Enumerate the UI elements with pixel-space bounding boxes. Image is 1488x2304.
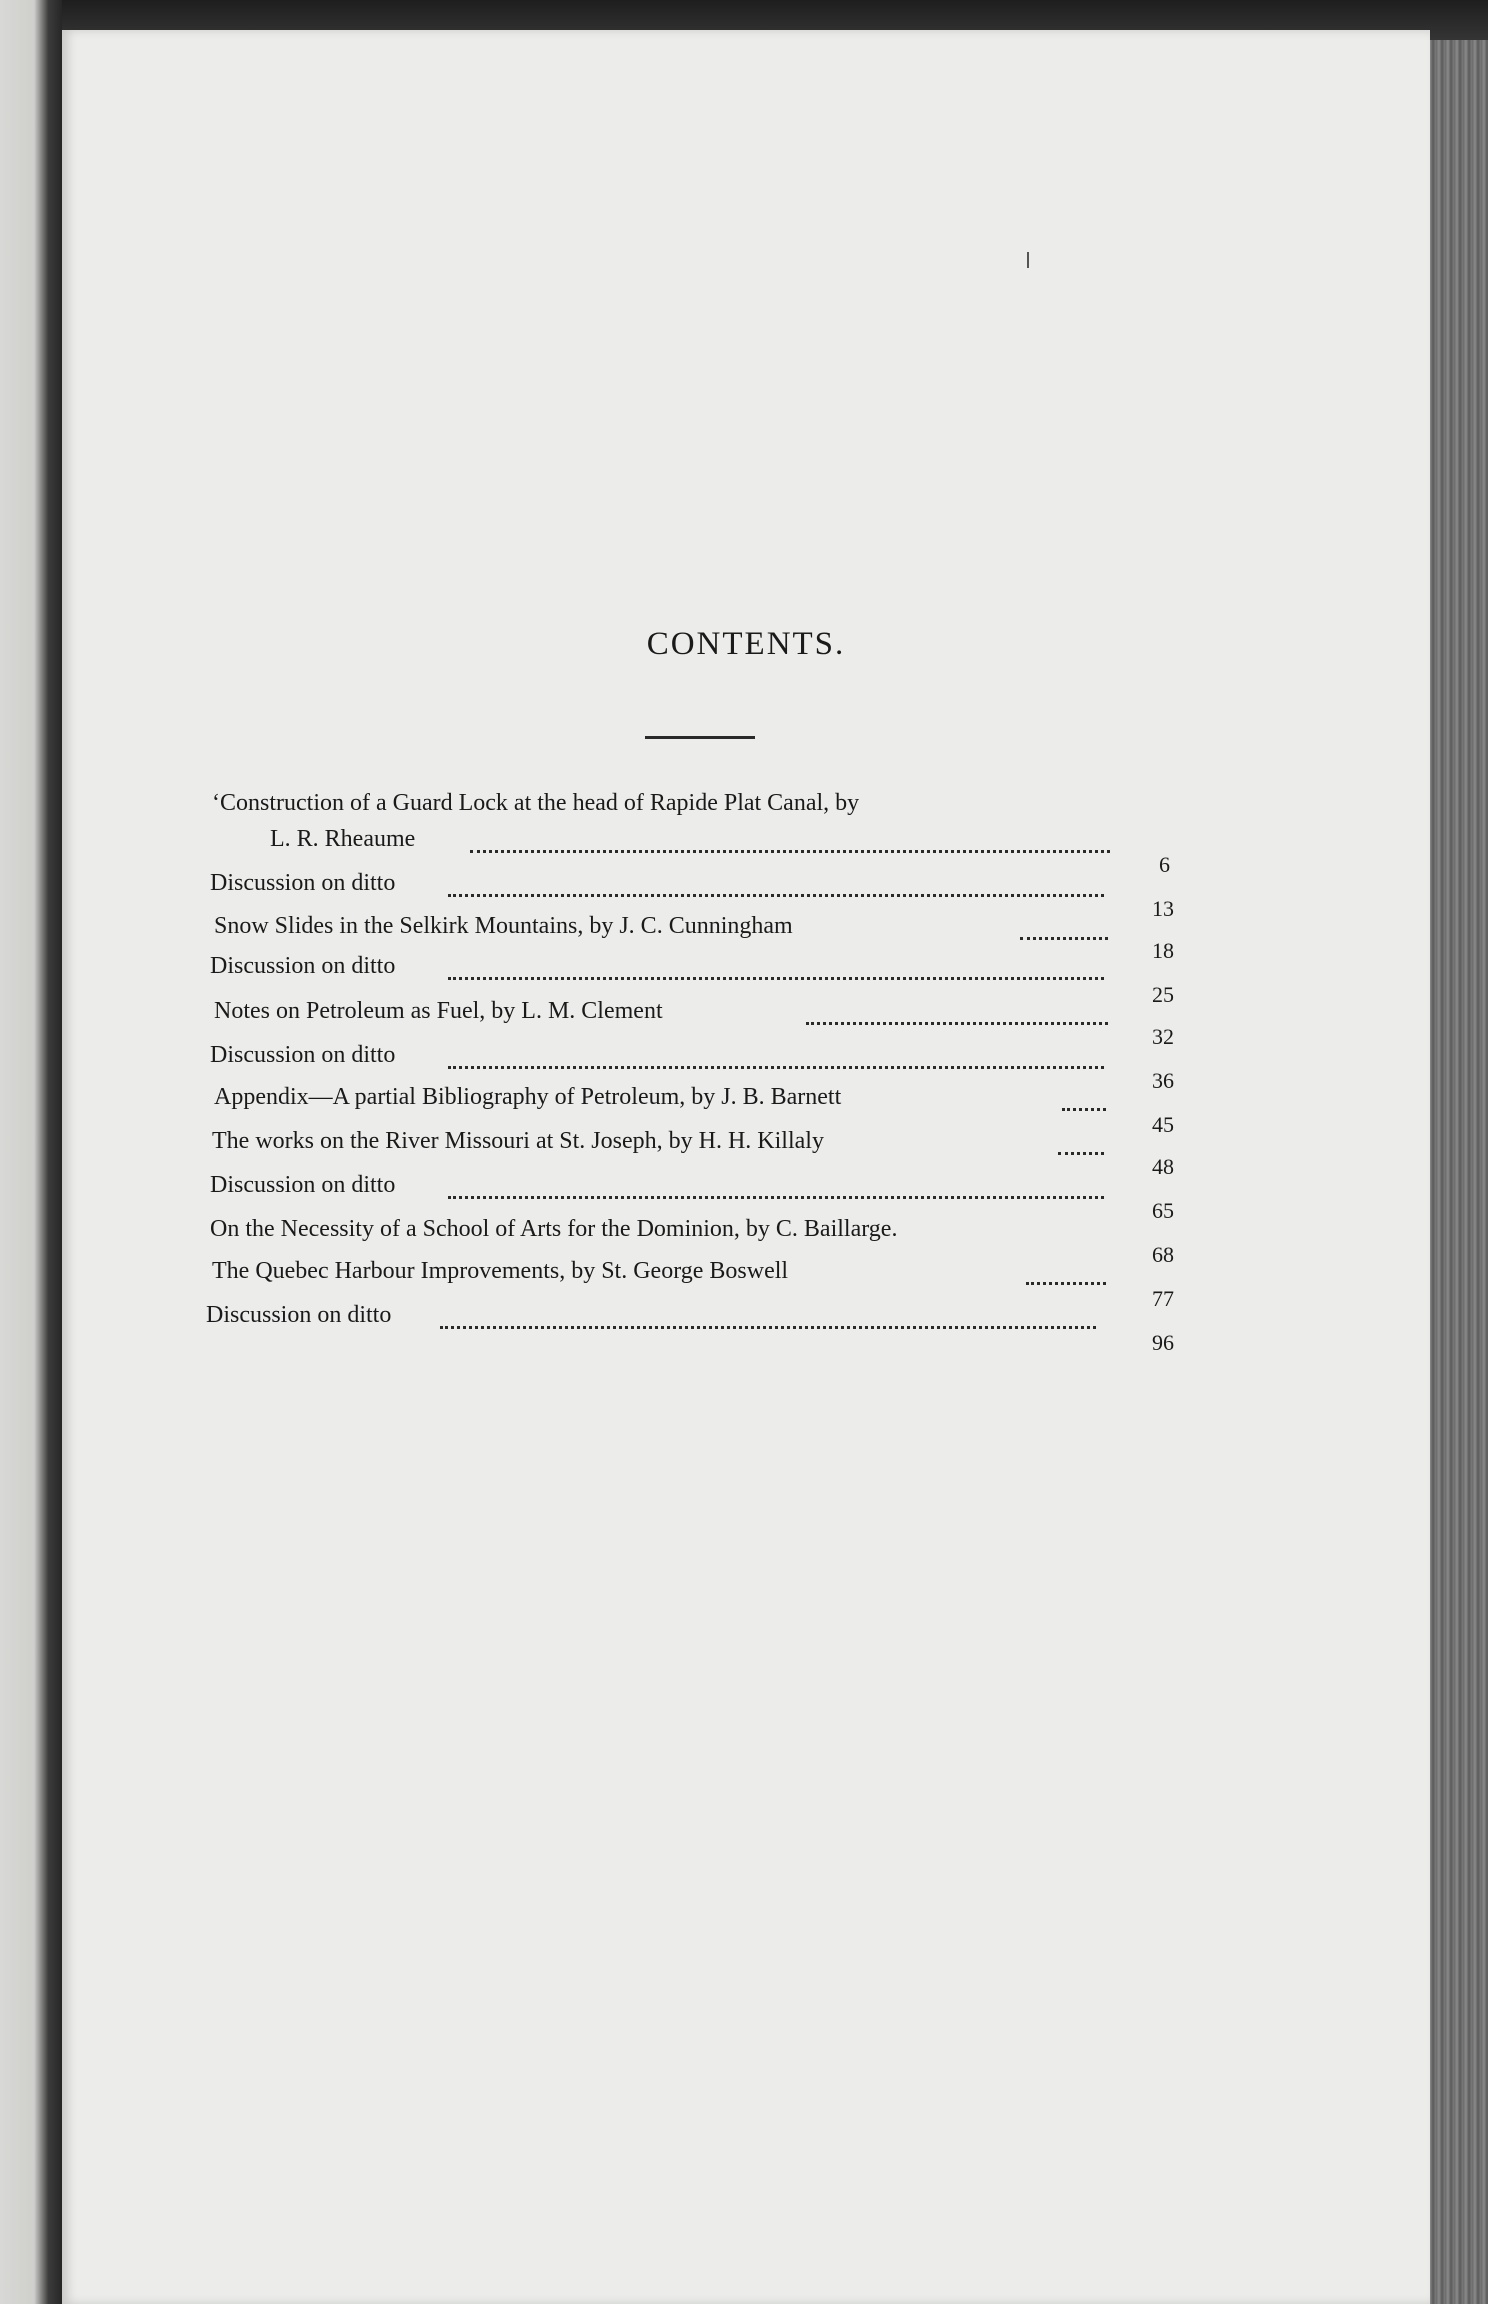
toc-page-number: 18 [1152,938,1174,963]
toc-page-number: 6 [1159,852,1170,877]
toc-entry-title: Appendix—A partial Bibliography of Petroleum, by J. B. Barnett [214,1084,842,1110]
toc-page-number: 96 [1152,1330,1174,1355]
toc-page-number: 45 [1152,1112,1174,1137]
toc-page-number: 36 [1152,1068,1174,1093]
toc-page-number: 77 [1152,1286,1174,1311]
toc-entry-title: The works on the River Missouri at St. Joseph, by H. H. Killaly [212,1128,824,1154]
toc-entry-title: ‘Construction of a Guard Lock at the head of Rapide Plat Canal, by [212,790,860,816]
toc-page-number: 13 [1152,896,1174,921]
book-page [62,30,1430,2304]
toc-leader-dots [470,826,1110,853]
stray-mark [1027,252,1029,268]
toc-leader-dots [448,870,1104,897]
toc-page-number: 32 [1152,1024,1174,1049]
toc-leader-dots [1058,1128,1104,1155]
toc-leader-dots [448,1042,1104,1069]
toc-entry-title: Discussion on ditto [210,870,396,896]
toc-page-number: 25 [1152,982,1174,1007]
title-rule [645,736,755,739]
toc-leader-dots [1062,1084,1106,1111]
toc-page-number: 48 [1152,1154,1174,1179]
toc-entry-title: Discussion on ditto [210,953,396,979]
toc-entry-title: Discussion on ditto [210,1042,396,1068]
toc-leader-dots [440,1302,1096,1329]
page-title: CONTENTS. [646,626,846,662]
toc-entry-title: Notes on Petroleum as Fuel, by L. M. Clement [214,998,663,1024]
scan-left-binding [0,0,62,2304]
toc-page-number: 68 [1152,1242,1174,1267]
toc-leader-dots [806,998,1108,1025]
toc-entry-author: L. R. Rheaume [270,826,416,852]
toc-entry-title: The Quebec Harbour Improvements, by St. George Boswell [212,1258,789,1284]
toc-page-number: 65 [1152,1198,1174,1223]
toc-entry-title: On the Necessity of a School of Arts for the Dominion, by C. Baillarge. [210,1216,898,1242]
toc-entry-title: Snow Slides in the Selkirk Mountains, by J. C. Cunningham [214,913,793,939]
toc-leader-dots [448,953,1104,980]
toc-entry-title: Discussion on ditto [206,1302,392,1328]
toc-entry-title: Discussion on ditto [210,1172,396,1198]
toc-leader-dots [1026,1258,1106,1285]
toc-leader-dots [1020,913,1108,940]
toc-leader-dots [448,1172,1104,1199]
